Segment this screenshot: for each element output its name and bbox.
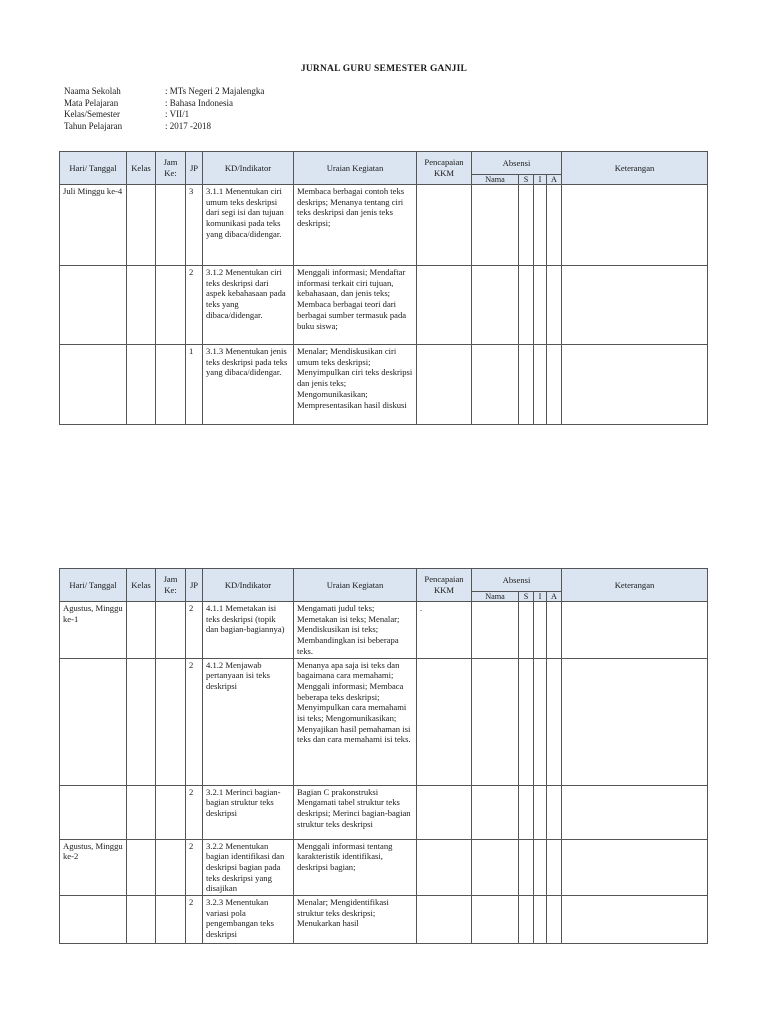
table-row — [60, 839, 708, 896]
header-kkm: Pencapaian KKM — [417, 569, 472, 602]
cell-a — [547, 896, 562, 944]
cell-jp: 2 — [186, 785, 203, 839]
cell-keterangan — [562, 345, 708, 425]
cell-s — [519, 266, 534, 345]
info-value: : VII/1 — [165, 109, 190, 119]
cell-a — [547, 839, 562, 896]
cell-uraian: Menalar; Mendiskusikan ciri umum teks deskripsi; Menyimpulkan ciri teks deskripsi dan jenis teks; Mengomunikasikan; Mempresentasikan hasil diskusi — [294, 345, 417, 425]
cell-keterangan — [562, 185, 708, 266]
cell-jam — [156, 266, 186, 345]
cell-kelas — [127, 896, 156, 944]
header-i: I — [534, 592, 547, 602]
cell-hari: Juli Minggu ke-4 — [60, 185, 127, 266]
cell-kelas — [127, 266, 156, 345]
header-absensi: Absensi — [472, 569, 562, 592]
cell-a — [547, 658, 562, 785]
cell-uraian: Bagian C prakonstruksi Mengamati tabel struktur teks deskripsi; Merinci bagian-bagian struktur teks deskripsi — [294, 785, 417, 839]
cell-nama — [472, 785, 519, 839]
cell-kelas — [127, 658, 156, 785]
cell-uraian: Membaca berbagai contoh teks deskrips; Menanya tentang ciri teks deskripsi dan jenis teks deskripsi; — [294, 185, 417, 266]
cell-nama — [472, 266, 519, 345]
header-kd: KD/Indikator — [203, 152, 294, 185]
header-jam: Jam Ke: — [156, 152, 186, 185]
cell-uraian: Menanya apa saja isi teks dan bagaimana cara memahami; Menggali informasi; Membaca beberapa teks deskripsi; Menyimpulkan cara memahami isi teks; Mengomunikasikan; Menyajikan hasil pemahaman isi teks dan cara memahami isi teks. — [294, 658, 417, 785]
cell-s — [519, 839, 534, 896]
header-nama: Nama — [472, 175, 519, 185]
cell-kelas — [127, 785, 156, 839]
cell-kelas — [127, 345, 156, 425]
cell-jp: 3 — [186, 185, 203, 266]
header-kd: KD/Indikator — [203, 569, 294, 602]
cell-kd: 3.1.1 Menentukan ciri umum teks deskripsi dari segi isi dan tujuan komunikasi pada teks yang dibaca/didengar. — [203, 185, 294, 266]
cell-i — [534, 185, 547, 266]
info-label: Mata Pelajaran — [64, 97, 119, 108]
header-jam: Jam Ke: — [156, 569, 186, 602]
header-uraian: Uraian Kegiatan — [294, 152, 417, 185]
cell-i — [534, 658, 547, 785]
cell-keterangan — [562, 602, 708, 659]
cell-uraian: Menggali informasi; Mendaftar informasi terkait ciri tujuan, kebahasaan, dan jenis teks; Membaca berbagai teori dari berbagai sumber termasuk pada buku siswa; — [294, 266, 417, 345]
header-kelas: Kelas — [127, 152, 156, 185]
info-row-school — [64, 86, 264, 98]
info-value: : 2017 -2018 — [165, 120, 211, 131]
header-nama: Nama — [472, 592, 519, 602]
header-absensi: Absensi — [472, 152, 562, 175]
cell-kkm — [417, 266, 472, 345]
cell-i — [534, 785, 547, 839]
cell-kkm — [417, 658, 472, 785]
info-row-subject — [64, 98, 264, 110]
cell-s — [519, 602, 534, 659]
cell-hari — [60, 896, 127, 944]
cell-kelas — [127, 185, 156, 266]
cell-i — [534, 602, 547, 659]
header-kkm: Pencapaian KKM — [417, 152, 472, 185]
info-label: Tahun Pelajaran — [64, 120, 123, 131]
cell-keterangan — [562, 896, 708, 944]
cell-kkm: . — [417, 602, 472, 659]
info-value: : MTs Negeri 2 Majalengka — [165, 86, 265, 96]
cell-s — [519, 785, 534, 839]
cell-jam — [156, 658, 186, 785]
cell-kelas — [127, 602, 156, 659]
cell-a — [547, 266, 562, 345]
cell-a — [547, 602, 562, 659]
cell-hari: Agustus, Minggu ke-2 — [60, 839, 127, 896]
cell-jp: 2 — [186, 839, 203, 896]
cell-keterangan — [562, 266, 708, 345]
cell-jam — [156, 785, 186, 839]
header-jp: JP — [186, 152, 203, 185]
table-row — [60, 602, 708, 659]
cell-jp: 2 — [186, 658, 203, 785]
cell-kelas — [127, 839, 156, 896]
cell-a — [547, 345, 562, 425]
cell-nama — [472, 839, 519, 896]
table-row — [60, 896, 708, 944]
table-row — [60, 658, 708, 785]
header-hari: Hari/ Tanggal — [60, 569, 127, 602]
cell-jp: 2 — [186, 602, 203, 659]
header-keterangan: Keterangan — [562, 152, 708, 185]
cell-kd: 3.1.3 Menentukan jenis teks deskripsi pada teks yang dibaca/didengar. — [203, 345, 294, 425]
cell-jp: 2 — [186, 266, 203, 345]
cell-kd: 3.2.1 Merinci bagian-bagian struktur teks deskripsi — [203, 785, 294, 839]
cell-i — [534, 839, 547, 896]
cell-hari — [60, 785, 127, 839]
header-kelas: Kelas — [127, 569, 156, 602]
school-info — [64, 86, 264, 132]
cell-kkm — [417, 185, 472, 266]
cell-keterangan — [562, 785, 708, 839]
cell-kd: 4.1.2 Menjawab pertanyaan isi teks deskripsi — [203, 658, 294, 785]
info-value: : Bahasa Indonesia — [165, 97, 233, 108]
info-row-year — [64, 121, 264, 133]
cell-s — [519, 345, 534, 425]
journal-table-2 — [59, 568, 708, 944]
cell-s — [519, 185, 534, 266]
header-keterangan: Keterangan — [562, 569, 708, 602]
cell-jam — [156, 185, 186, 266]
cell-nama — [472, 602, 519, 659]
cell-uraian: Menggali informasi tentang karakteristik identifikasi, deskripsi bagian; — [294, 839, 417, 896]
info-label: Naama Sekolah — [64, 86, 121, 96]
header-uraian: Uraian Kegiatan — [294, 569, 417, 602]
cell-nama — [472, 896, 519, 944]
cell-a — [547, 785, 562, 839]
cell-s — [519, 896, 534, 944]
info-row-class — [64, 109, 264, 121]
header-s: S — [519, 592, 534, 602]
header-a: A — [547, 592, 562, 602]
cell-kd: 3.1.2 Menentukan ciri teks deskripsi dari aspek kebahasaan pada teks yang dibaca/didengar. — [203, 266, 294, 345]
cell-kd: 4.1.1 Memetakan isi teks deskripsi (topik dan bagian-bagiannya) — [203, 602, 294, 659]
header-s: S — [519, 175, 534, 185]
table-row — [60, 185, 708, 266]
table-row — [60, 266, 708, 345]
cell-i — [534, 345, 547, 425]
cell-keterangan — [562, 839, 708, 896]
table-row — [60, 345, 708, 425]
header-jp: JP — [186, 569, 203, 602]
cell-keterangan — [562, 658, 708, 785]
header-i: I — [534, 175, 547, 185]
table-row — [60, 785, 708, 839]
cell-kkm — [417, 896, 472, 944]
cell-s — [519, 658, 534, 785]
header-hari: Hari/ Tanggal — [60, 152, 127, 185]
cell-jam — [156, 602, 186, 659]
cell-hari — [60, 266, 127, 345]
cell-kkm — [417, 839, 472, 896]
header-a: A — [547, 175, 562, 185]
cell-kkm — [417, 785, 472, 839]
cell-hari: Agustus, Minggu ke-1 — [60, 602, 127, 659]
cell-uraian: Menalar; Mengidentifikasi struktur teks deskripsi; Menukarkan hasil — [294, 896, 417, 944]
cell-kd: 3.2.2 Menentukan bagian identifikasi dan deskripsi bagian pada teks deskripsi yang disajikan — [203, 839, 294, 896]
cell-i — [534, 266, 547, 345]
cell-nama — [472, 345, 519, 425]
cell-kd: 3.2.3 Menentukan variasi pola pengembangan teks deskripsi — [203, 896, 294, 944]
cell-jam — [156, 345, 186, 425]
info-label: Kelas/Semester — [64, 109, 120, 119]
cell-jam — [156, 896, 186, 944]
cell-kkm — [417, 345, 472, 425]
cell-uraian: Mengamati judul teks; Memetakan isi teks; Menalar; Mendiskusikan isi teks; Membandingkan isi beberapa teks. — [294, 602, 417, 659]
cell-jp: 2 — [186, 896, 203, 944]
cell-hari — [60, 345, 127, 425]
cell-jam — [156, 839, 186, 896]
journal-table-1 — [59, 151, 708, 425]
cell-a — [547, 185, 562, 266]
document-title: JURNAL GURU SEMESTER GANJIL — [300, 64, 468, 74]
cell-i — [534, 896, 547, 944]
cell-nama — [472, 185, 519, 266]
cell-jp: 1 — [186, 345, 203, 425]
cell-hari — [60, 658, 127, 785]
cell-nama — [472, 658, 519, 785]
